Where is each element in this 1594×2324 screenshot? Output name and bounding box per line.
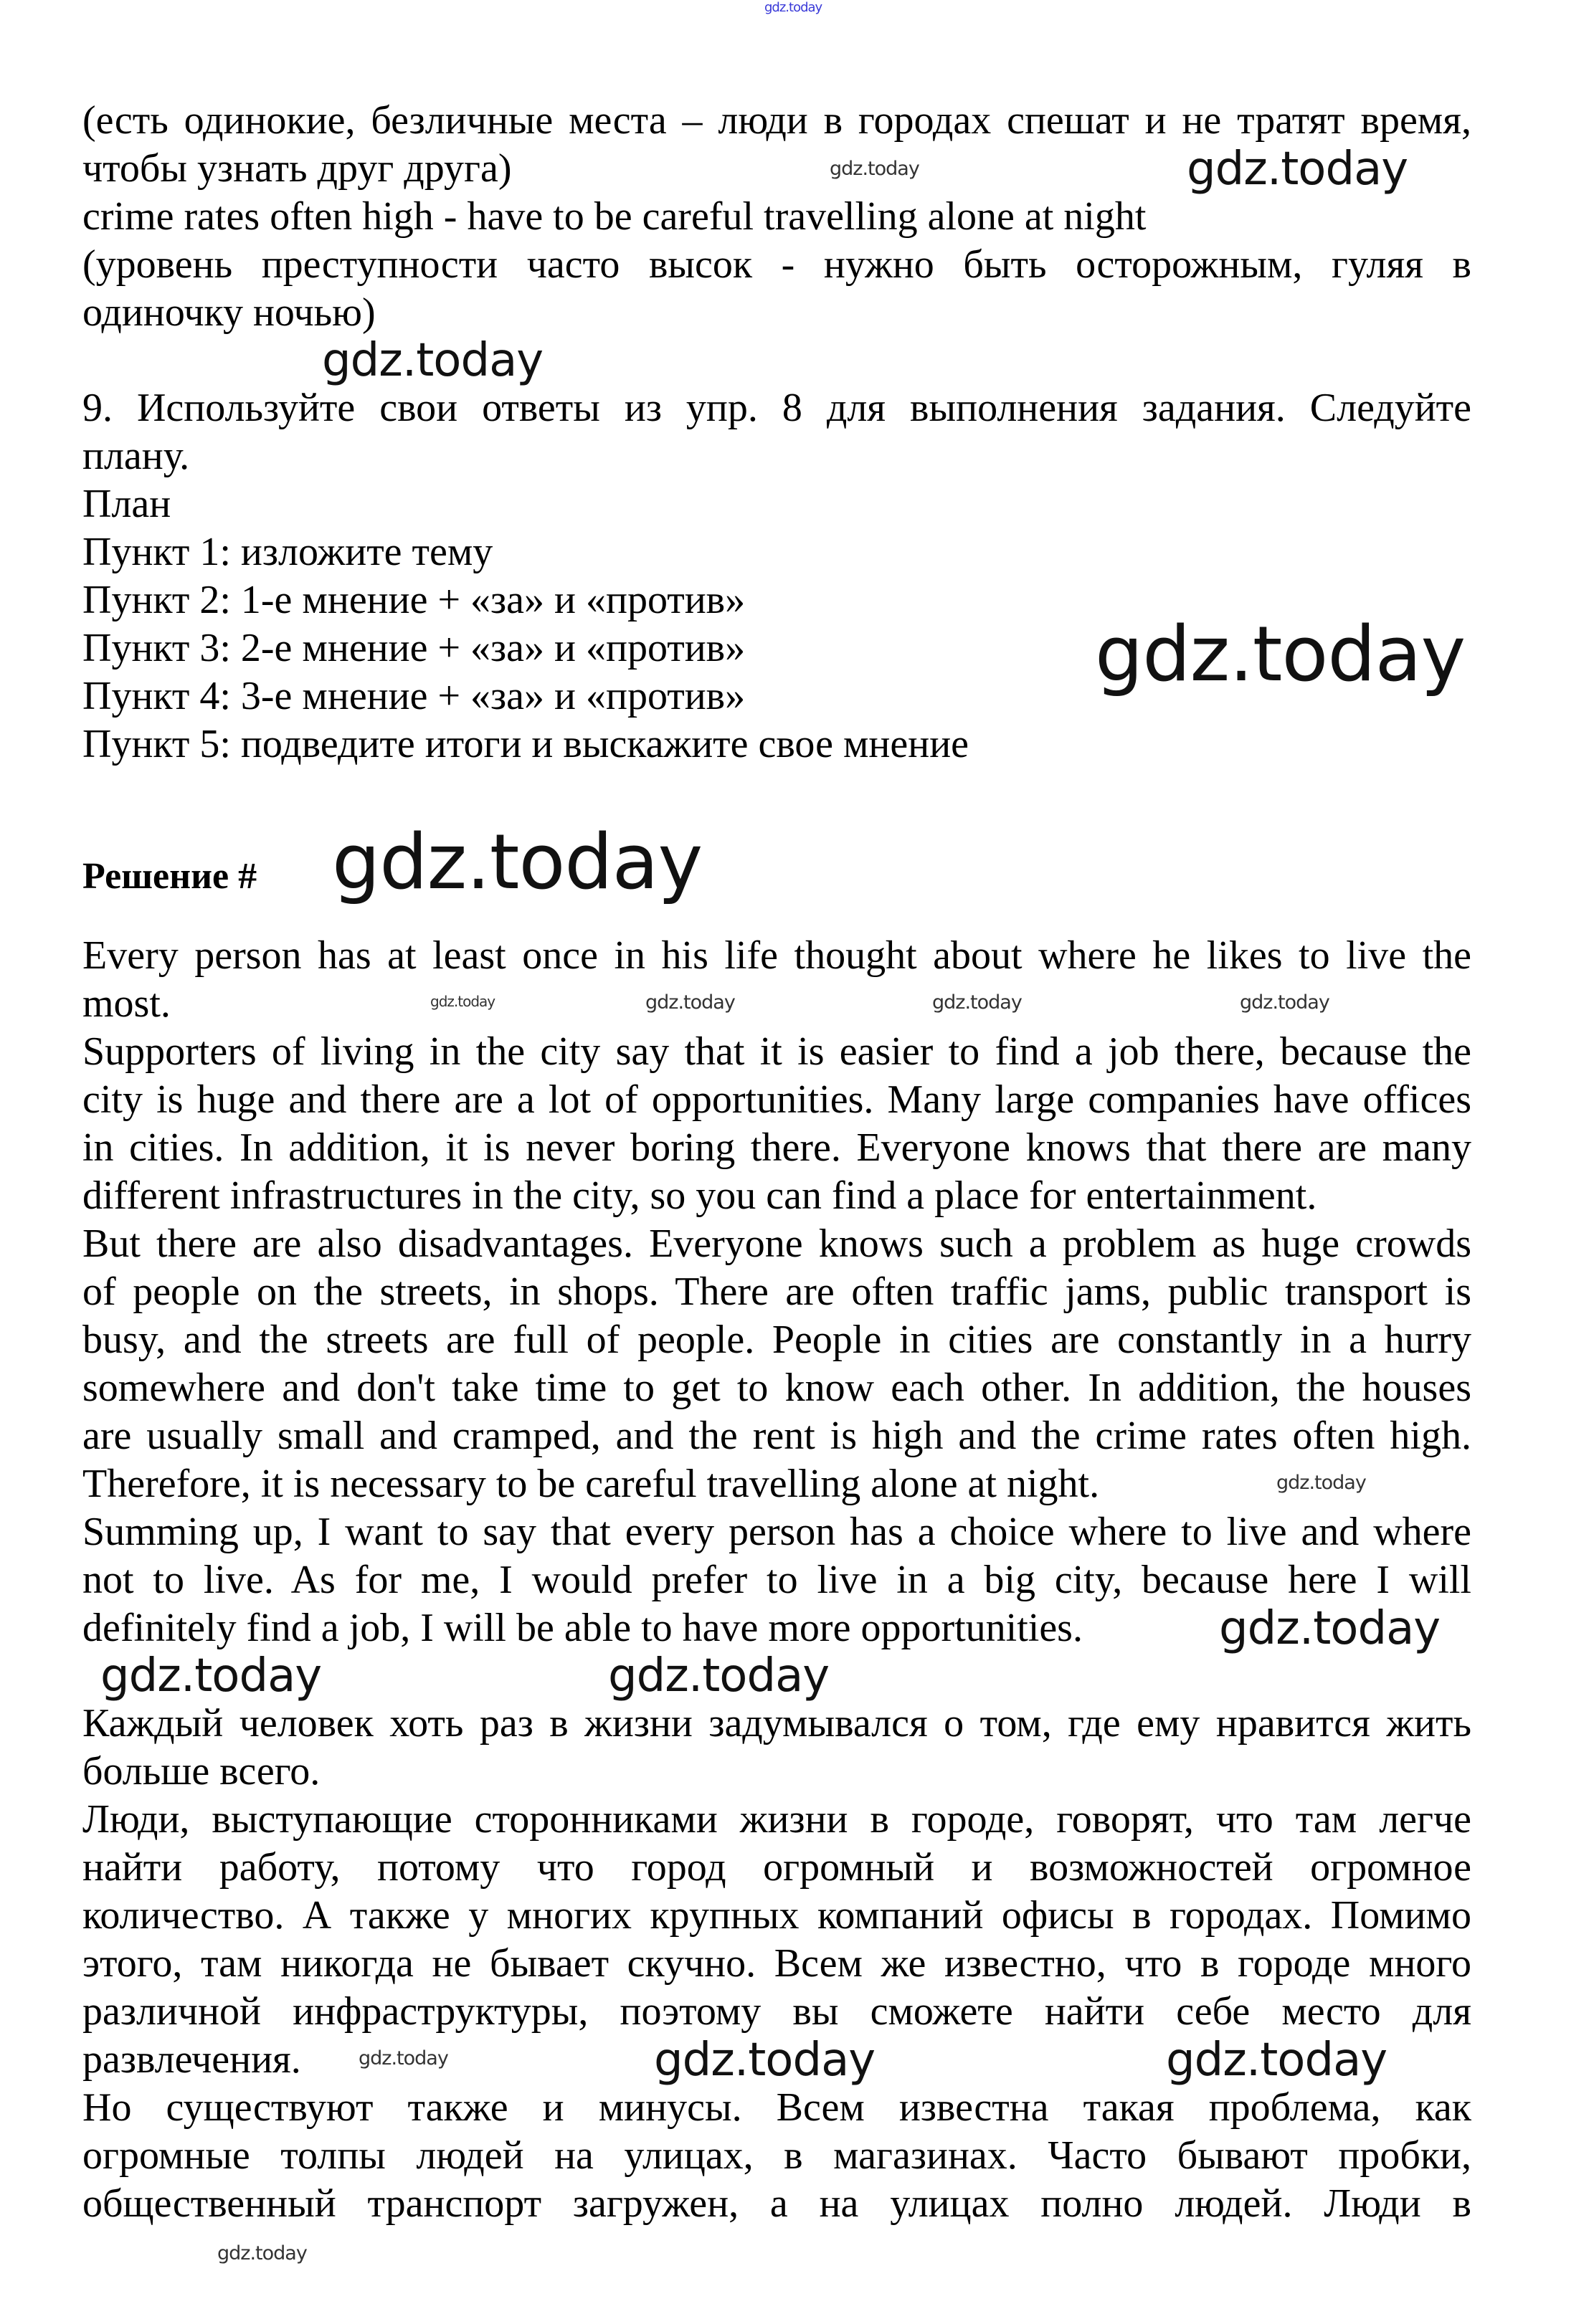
text-line: Therefore, it is necessary to be careful travelling alone at night.	[82, 1462, 1100, 1506]
text-line: этого, там никогда не бывает скучно. Всем же известно, что в городе много	[82, 1941, 1471, 1986]
text-line: найти работу, потому что город огромный и возможностей огромное	[82, 1845, 1471, 1890]
text-line: crime rates often high - have to be careful travelling alone at night	[82, 194, 1147, 239]
text-line: are usually small and cramped, and the rent is high and the crime rates often high.	[82, 1414, 1471, 1458]
watermark: gdz.today	[654, 2034, 876, 2087]
text-line: Пункт 4: 3-е мнение + «за» и «против»	[82, 674, 746, 718]
russian-essay	[82, 1700, 1471, 2228]
watermark: gdz.today	[1095, 610, 1466, 698]
text-line: одиночку ночью)	[82, 290, 376, 335]
text-line: different infrastructures in the city, so you can find a place for entertainment.	[82, 1173, 1317, 1218]
watermark: gdz.today	[322, 334, 544, 387]
watermark: gdz.today	[1219, 1602, 1441, 1655]
watermark: gdz.today	[764, 0, 822, 15]
text-line: busy, and the streets are full of people. People in cities are constantly in a hurry	[82, 1318, 1471, 1362]
task-block	[82, 384, 1471, 768]
text-line: плану.	[82, 434, 190, 478]
text-line: (есть одинокие, безличные места – люди в городах спешат и не тратят время,	[82, 98, 1471, 143]
watermark: gdz.today	[217, 2242, 307, 2265]
watermark: gdz.today	[1240, 991, 1329, 1014]
text-line: definitely find a job, I will be able to have more opportunities.	[82, 1606, 1083, 1650]
watermark: gdz.today	[100, 1649, 322, 1702]
watermark: gdz.today	[1187, 143, 1408, 196]
notes-block	[82, 97, 1471, 337]
text-line: of people on the streets, in shops. There are often traffic jams, public transport is	[82, 1270, 1471, 1314]
text-line: But there are also disadvantages. Everyone knows such a problem as huge crowds	[82, 1221, 1471, 1266]
watermark: gdz.today	[645, 991, 735, 1014]
text-line: Но существуют также и минусы. Всем известна такая проблема, как	[82, 2085, 1471, 2130]
text-line: Пункт 1: изложите тему	[82, 530, 493, 574]
text-line: Пункт 3: 2-е мнение + «за» и «против»	[82, 626, 746, 670]
text-line: city is huge and there are a lot of opportunities. Many large companies have offices	[82, 1077, 1471, 1122]
text-line: развлечения.	[82, 2037, 301, 2082]
english-essay	[82, 932, 1471, 1655]
watermark: gdz.today	[1166, 2034, 1387, 2087]
text-line: общественный транспорт загружен, а на улицах полно людей. Люди в	[82, 2181, 1471, 2226]
watermark: gdz.today	[608, 1649, 830, 1702]
watermark: gdz.today	[430, 993, 495, 1010]
text-line: Every person has at least once in his life thought about where he likes to live the	[82, 933, 1471, 978]
watermark: gdz.today	[932, 991, 1022, 1014]
watermark: gdz.today	[1276, 1472, 1366, 1494]
watermark: gdz.today	[332, 818, 703, 906]
text-line: Пункт 2: 1-е мнение + «за» и «против»	[82, 578, 746, 622]
text-line: (уровень преступности часто высок - нужно быть осторожным, гуляя в	[82, 242, 1471, 287]
text-line: somewhere and don't take time to get to know each other. In addition, the houses	[82, 1366, 1471, 1410]
text-line: Supporters of living in the city say that it is easier to find a job there, because the	[82, 1029, 1471, 1074]
text-line: больше всего.	[82, 1749, 321, 1794]
text-line: количество. А также у многих крупных компаний офисы в городах. Помимо	[82, 1893, 1471, 1938]
text-line: чтобы узнать друг друга)	[82, 146, 512, 191]
text-line: План	[82, 482, 171, 526]
watermark: gdz.today	[830, 158, 919, 180]
text-line: различной инфраструктуры, поэтому вы сможете найти себе место для	[82, 1989, 1471, 2034]
solution-heading: Решение #	[82, 856, 257, 897]
text-line: огромные толпы людей на улицах, в магазинах. Часто бывают пробки,	[82, 2133, 1471, 2178]
text-line: 9. Используйте свои ответы из упр. 8 для выполнения задания. Следуйте	[82, 386, 1471, 430]
text-line: not to live. As for me, I would prefer to live in a big city, because here I will	[82, 1558, 1471, 1602]
watermark: gdz.today	[359, 2047, 448, 2070]
text-line: Пункт 5: подведите итоги и выскажите свое мнение	[82, 722, 969, 766]
text-line: Каждый человек хоть раз в жизни задумывался о том, где ему нравится жить	[82, 1701, 1471, 1746]
text-line: Summing up, I want to say that every person has a choice where to live and where	[82, 1510, 1471, 1554]
text-line: in cities. In addition, it is never boring there. Everyone knows that there are many	[82, 1125, 1471, 1170]
text-line: Люди, выступающие сторонниками жизни в городе, говорят, что там легче	[82, 1797, 1471, 1842]
text-line: most.	[82, 981, 171, 1026]
